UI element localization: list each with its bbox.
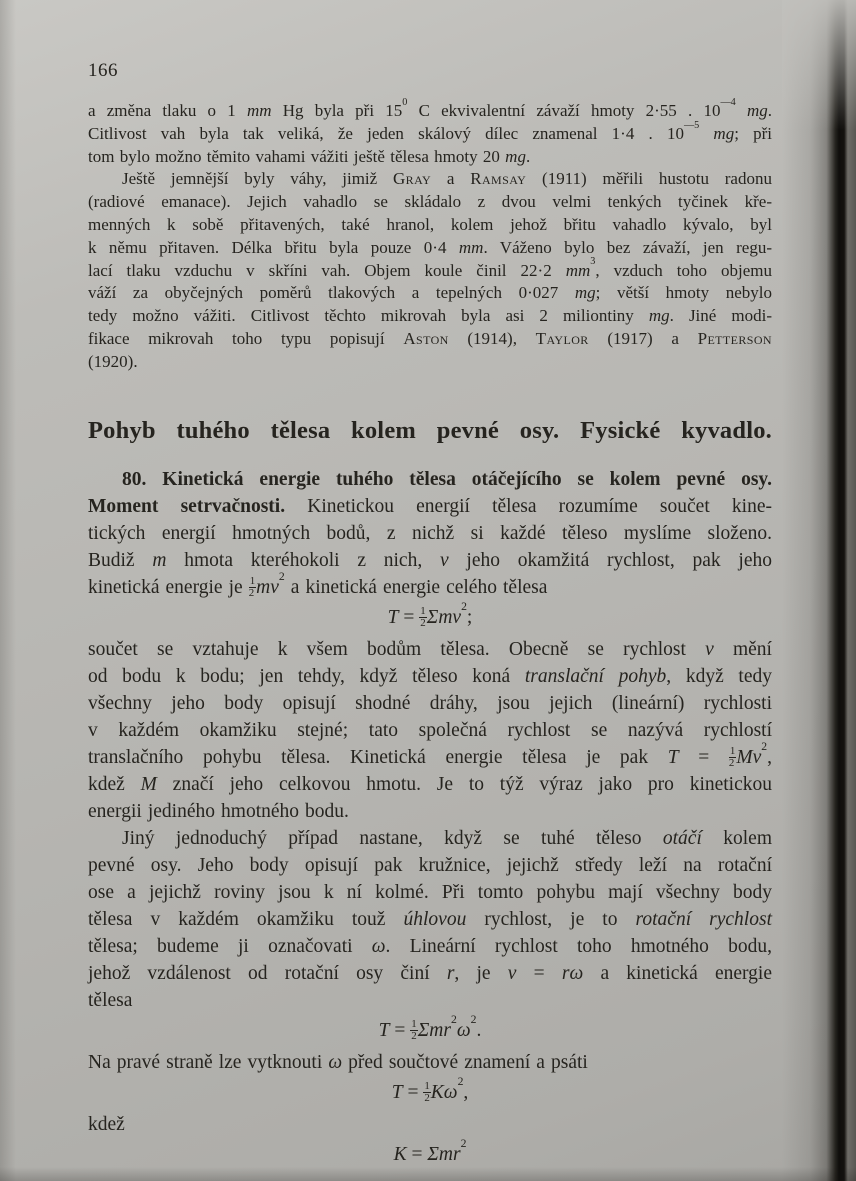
paragraph [88, 466, 772, 601]
text-line: energii jediného hmotného bodu. [88, 800, 349, 822]
half-fraction: $\frac{1}{2}$ [728, 744, 736, 770]
text-line: pevné osy. Jeho body opisují pak kružnice, jejichž středy leží na rotační [88, 854, 772, 876]
text-line: tických energií hmotných bodů, z nichž si každé těleso myslíme složeno. [88, 522, 772, 544]
text-line: tělesa; budeme ji označovati ω. Lineární rychlost toho hmotného bodu, [88, 935, 772, 957]
text-line: Citlivost vah byla tak veliká, že jeden skálový dílec znamenal 1·4 . $10^{—5}$ mg; při [88, 119, 772, 143]
page-edge-shadow [782, 0, 856, 1181]
text-line: lací tlaku vzduchu v skříni vah. Objem koule činil 22·2 $mm^3$, vzduch toho objemu [88, 256, 772, 280]
author-name: Petterson [697, 328, 772, 348]
section-heading: Pohyb tuhého tělesa kolem pevné osy. Fysické kyvadlo. [88, 416, 772, 444]
paragraph [88, 168, 772, 373]
bottom-vignette [0, 1167, 856, 1181]
text-line: (radiové emanace). Jejich vahadlo se skládalo z dvou velmi tenkých tyčinek kře- [88, 192, 772, 212]
text-line: součet se vztahuje k všem bodům tělesa. Obecně se rychlost v mění [88, 638, 772, 660]
display-formula: K = Σmr$^2$ [393, 1136, 467, 1165]
half-fraction: $\frac{1}{2}$ [411, 1017, 417, 1043]
text-line: translačního pohybu tělesa. Kinetická energie tělesa je pak T = $\frac{1}{2}$ Mv$^2$, [88, 739, 772, 770]
text-line: kdež M značí jeho celkovou hmotu. Je to týž výraz jako pro kinetickou [88, 773, 773, 795]
text-block [88, 60, 772, 1173]
text-line: všechny jeho body opisují shodné dráhy, jsou jejich (lineární) rychlosti [88, 692, 772, 714]
text-line: kinetická energie je $\frac{1}{2}$ $mv^2$ a kinetická energie celého tělesa [88, 569, 548, 600]
text-line: tedy možno vážiti. Citlivost těchto mikrovah byla asi 2 miliontiny mg. Jiné modi- [88, 306, 772, 326]
page-number: 166 [88, 60, 118, 81]
half-fraction: $\frac{1}{2}$ [420, 604, 426, 630]
text-line: fikace mikrovah toho typu popisují Aston (1914), Taylor (1917) a Petterson [88, 328, 772, 348]
text-line: v každém okamžiku stejné; tato společná rychlost se nazývá rychlostí [88, 719, 772, 741]
text-line: tom bylo možno těmito vahami vážiti ještě tělesa hmoty 20 mg. [88, 146, 531, 166]
display-formula: T = $\frac{1}{2}$ Σmv$^2$; [387, 599, 473, 630]
text-line: Ještě jemnější byly váhy, jimiž Gray a Ramsay (1911) měřili hustotu radonu [122, 169, 772, 189]
text-line: váží za obyčejných poměrů tlakových a tepelných 0·027 mg; větší hmoty nebylo [88, 283, 772, 303]
text-line: menných k sobě přitavených, také hranol, kolem jehož břitu vahadlo kývalo, byl [88, 214, 772, 234]
paragraph [88, 1111, 772, 1138]
author-name: Gray [392, 169, 432, 189]
text-line: a změna tlaku o 1 mm Hg byla při $15^0$ C ekvivalentní závaží hmoty 2·55 . $10^{—4}$ mg. [88, 96, 772, 120]
paragraph [88, 825, 772, 1014]
text-line: Jiný jednoduchý případ nastane, když se tuhé těleso otáčí kolem [122, 827, 772, 849]
author-name: Taylor [535, 328, 589, 348]
paragraph [88, 96, 772, 168]
text-line: ose a jejichž roviny jsou k ní kolmé. Při tomto pohybu mají všechny body [88, 881, 772, 903]
edge-top-fade [782, 0, 856, 130]
author-name: Aston [403, 328, 449, 348]
text-line: od bodu k bodu; jen tehdy, když těleso koná translační pohyb, když tedy [88, 665, 772, 687]
text-line: 80. Kinetická energie tuhého tělesa otáčejícího se kolem pevné osy. [122, 468, 772, 490]
text-line: k němu přitaven. Délka břitu byla pouze 0·4 mm. Váženo bylo bez závaží, jen regu- [88, 237, 772, 257]
half-fraction: $\frac{1}{2}$ [248, 574, 256, 600]
author-name: Ramsay [470, 169, 527, 189]
text-line: (1920). [88, 351, 138, 371]
paragraph [88, 1049, 772, 1076]
display-formula: T = $\frac{1}{2}$ $\Sigma mr^2\omega^2$. [378, 1012, 482, 1043]
display-formula: T = $\frac{1}{2}$ $K\omega^2$, [391, 1074, 469, 1105]
paragraph [88, 636, 772, 825]
text-line: jehož vzdálenost od rotační osy činí r, je v = rω a kinetická energie [88, 962, 773, 984]
text-line: Na pravé straně lze vytknouti ω před součtové znamení a psáti [88, 1051, 588, 1073]
text-line: tělesa v každém okamžiku touž úhlovou rychlost, je to rotační rychlost [88, 908, 772, 930]
half-fraction: $\frac{1}{2}$ [424, 1079, 430, 1105]
text-line: tělesa [88, 989, 133, 1011]
text-line: Budiž m hmota kteréhokoli z nich, v jeho okamžitá rychlost, pak jeho [88, 549, 772, 571]
text-line: kdež [88, 1113, 125, 1135]
text-line: Moment setrvačnosti. Kinetickou energií tělesa rozumíme součet kine- [88, 495, 772, 517]
